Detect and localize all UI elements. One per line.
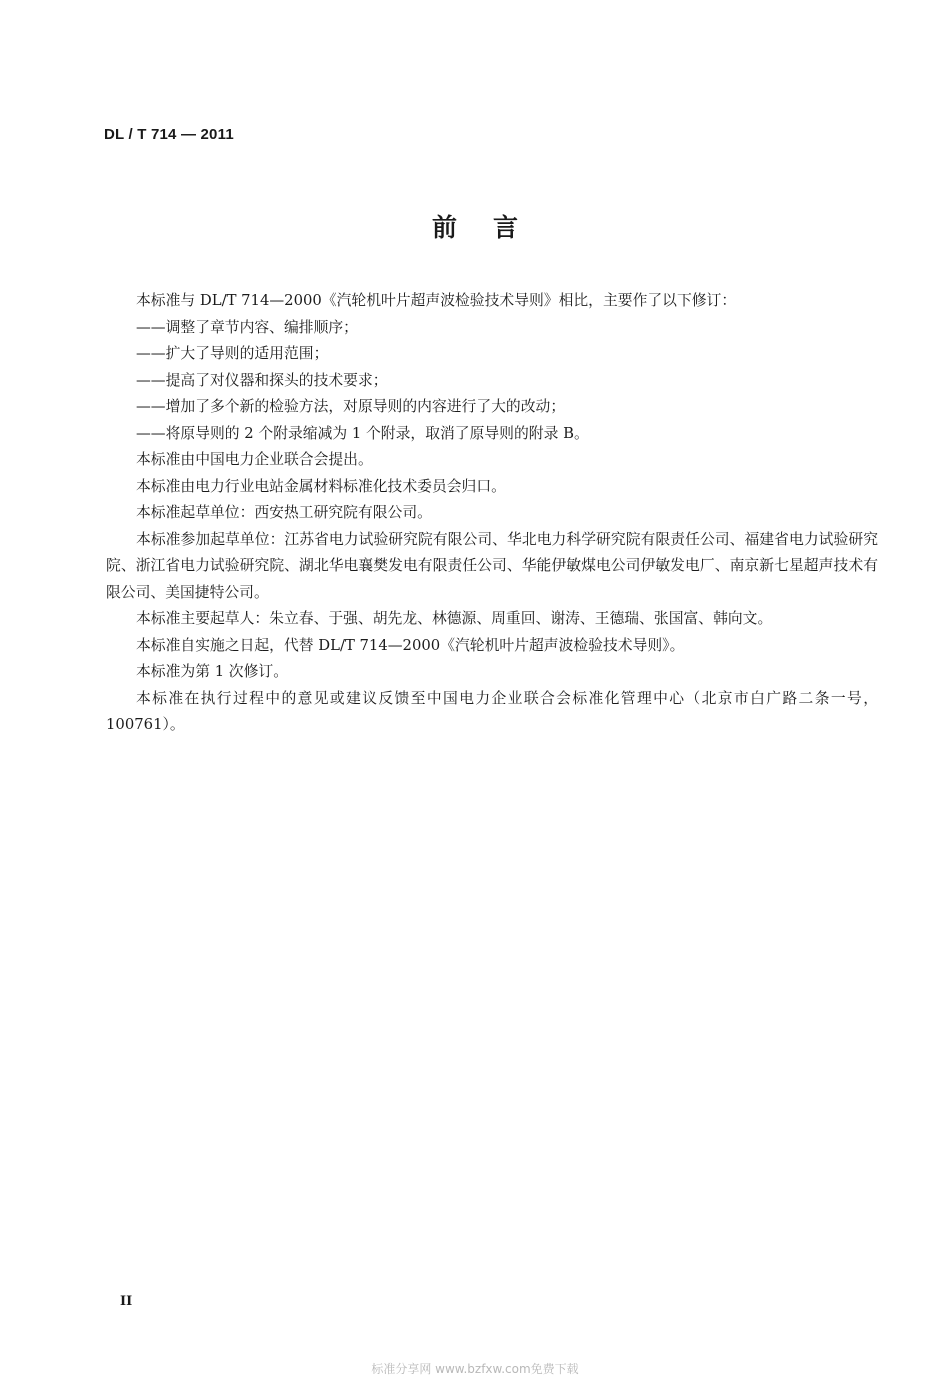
revision-item: ——将原导则的 2 个附录缩减为 1 个附录，取消了原导则的附录 B。 [136, 424, 589, 442]
paragraph-participating-units: 本标准参加起草单位：江苏省电力试验研究院有限公司、华北电力科学研究院有限责任公司、福建省电力试验研究院、浙江省电力试验研究院、湖北华电襄樊发电有限责任公司、华能伊敏煤电公司伊敏发电厂、南京新七星超声技术有限公司、美国捷特公司。 [106, 530, 878, 601]
revision-item: ——提高了对仪器和探头的技术要求； [136, 371, 388, 389]
paragraph-feedback: 本标准在执行过程中的意见或建议反馈至中国电力企业联合会标准化管理中心（北京市白广路二条一号，100761）。 [106, 689, 878, 733]
paragraph-replacement: 本标准自实施之日起，代替 DL/T 714—2000《汽轮机叶片超声波检验技术导则》。 [136, 636, 685, 654]
preface-body [106, 288, 878, 739]
section-title: 前言 [431, 213, 554, 242]
revision-item: ——增加了多个新的检验方法，对原导则的内容进行了大的改动； [136, 398, 566, 415]
footer-watermark: 标准分享网 www.bzfxw.com免费下载 [371, 1362, 579, 1376]
paragraph-proposer: 本标准由中国电力企业联合会提出。 [136, 451, 373, 468]
paragraph-revision-intro: 本标准与 DL/T 714—2000《汽轮机叶片超声波检验技术导则》相比，主要作了以下修订： [136, 292, 737, 309]
revision-item: ——调整了章节内容、编排顺序； [136, 318, 358, 336]
paragraph-main-drafters: 本标准主要起草人：朱立春、于强、胡先龙、林德源、周重回、谢涛、王德瑞、张国富、韩向文。 [136, 610, 773, 627]
paragraph-drafting-unit: 本标准起草单位：西安热工研究院有限公司。 [136, 504, 432, 521]
paragraph-committee: 本标准由电力行业电站金属材料标准化技术委员会归口。 [136, 477, 506, 495]
paragraph-revision-count: 本标准为第 1 次修订。 [136, 663, 288, 680]
revision-item: ——扩大了导则的适用范围； [136, 345, 329, 362]
page-number: II [120, 1294, 133, 1309]
document-code: DL / T 714 — 2011 [104, 126, 234, 143]
